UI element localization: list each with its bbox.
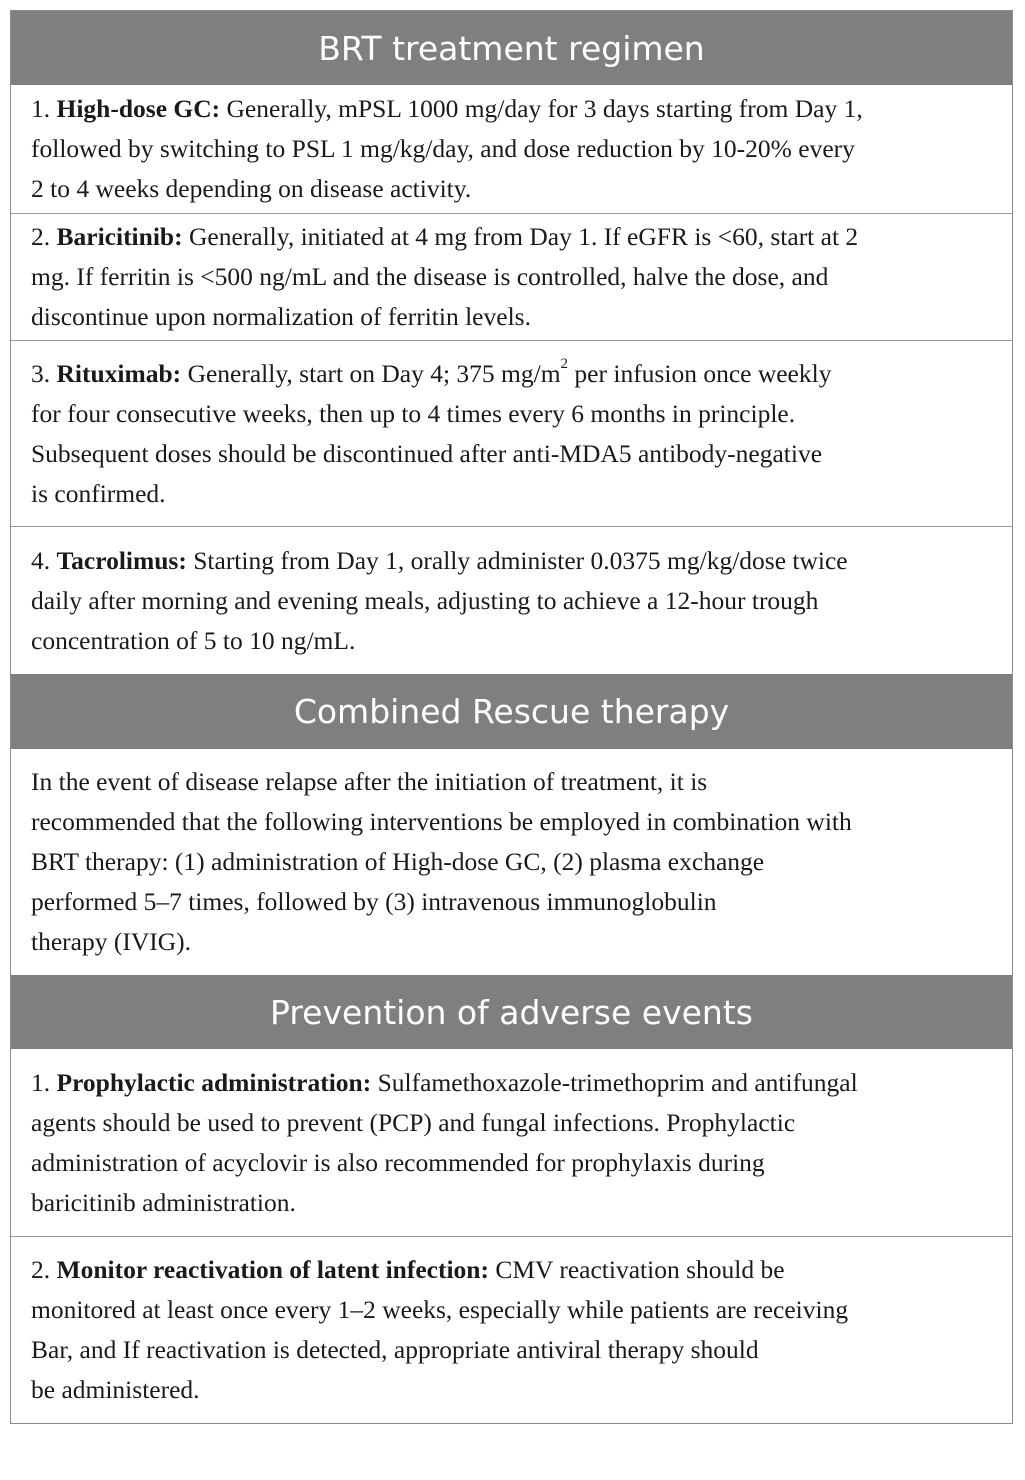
item-text: Generally, start on Day 4; 375 mg/m (181, 358, 561, 388)
section-header-brt: BRT treatment regimen (11, 11, 1012, 85)
item-heading: Rituximab: (56, 358, 182, 388)
item-heading: Tacrolimus: (56, 545, 187, 575)
item-line: concentration of 5 to 10 ng/mL. (31, 625, 356, 655)
superscript: 2 (560, 356, 569, 372)
item-first-line (31, 354, 992, 394)
item-text: CMV reactivation should be (488, 1255, 785, 1284)
item-heading: Baricitinib: (56, 222, 183, 251)
item-number: 2. (31, 222, 57, 251)
item-first-line (31, 541, 992, 581)
item-line: administration of acyclovir is also recommended for prophylaxis during (31, 1147, 765, 1177)
item-heading: Monitor reactivation of latent infection: (56, 1255, 489, 1284)
item-line: In the event of disease relapse after the initiation of treatment, it is (31, 767, 708, 796)
item-text: per infusion once weekly (568, 358, 832, 388)
item-line: followed by switching to PSL 1 mg/kg/day, and dose reduction by 10-20% every (31, 134, 855, 163)
section-header-adverse-events: Prevention of adverse events (11, 975, 1012, 1049)
adverse-item-monitor-reactivation (11, 1236, 1012, 1423)
treatment-table (10, 10, 1013, 1424)
item-line: 2 to 4 weeks depending on disease activity. (31, 174, 472, 203)
item-text: Generally, mPSL 1000 mg/day for 3 days starting from Day 1, (220, 94, 863, 123)
item-first-line (31, 1063, 992, 1103)
item-number: 1. (31, 1067, 57, 1097)
item-line: monitored at least once every 1–2 weeks, especially while patients are receiving (31, 1295, 849, 1324)
item-line: BRT therapy: (1) administration of High-dose GC, (2) plasma exchange (31, 847, 765, 876)
rescue-therapy-text (11, 749, 1012, 975)
item-first-line (31, 89, 992, 129)
item-text: Starting from Day 1, orally administer 0.0375 mg/kg/dose twice (186, 545, 848, 575)
brt-item-rituximab (11, 340, 1012, 526)
item-line: discontinue upon normalization of ferritin levels. (31, 302, 531, 331)
item-number: 1. (31, 94, 57, 123)
item-line: baricitinib administration. (31, 1187, 296, 1217)
item-first-line (31, 1250, 992, 1290)
item-line: for four consecutive weeks, then up to 4 times every 6 months in principle. (31, 398, 796, 428)
item-line: be administered. (31, 1375, 200, 1404)
brt-item-tacrolimus (11, 526, 1012, 674)
adverse-item-prophylactic (11, 1049, 1012, 1236)
brt-item-high-dose-gc (11, 85, 1012, 213)
item-line: is confirmed. (31, 478, 166, 508)
item-heading: High-dose GC: (56, 94, 221, 123)
item-line: performed 5–7 times, followed by (3) intravenous immunoglobulin (31, 887, 717, 916)
item-line: therapy (IVIG). (31, 927, 192, 956)
item-number: 4. (31, 545, 57, 575)
item-line: recommended that the following interventions be employed in combination with (31, 807, 852, 836)
item-text: Generally, initiated at 4 mg from Day 1. If eGFR is <60, start at 2 (182, 222, 859, 251)
item-line: Subsequent doses should be discontinued after anti-MDA5 antibody-negative (31, 438, 823, 468)
brt-item-baricitinib (11, 213, 1012, 340)
section-header-rescue: Combined Rescue therapy (11, 674, 1012, 749)
item-line: Bar, and If reactivation is detected, appropriate antiviral therapy should (31, 1335, 759, 1364)
item-number: 3. (31, 358, 57, 388)
item-text: Sulfamethoxazole-trimethoprim and antifungal (371, 1067, 858, 1097)
item-heading: Prophylactic administration: (56, 1067, 372, 1097)
item-line: daily after morning and evening meals, adjusting to achieve a 12-hour trough (31, 585, 819, 615)
item-number: 2. (31, 1255, 57, 1284)
item-line: mg. If ferritin is <500 ng/mL and the disease is controlled, halve the dose, and (31, 262, 829, 291)
item-line: agents should be used to prevent (PCP) and fungal infections. Prophylactic (31, 1107, 796, 1137)
item-first-line (31, 217, 992, 257)
